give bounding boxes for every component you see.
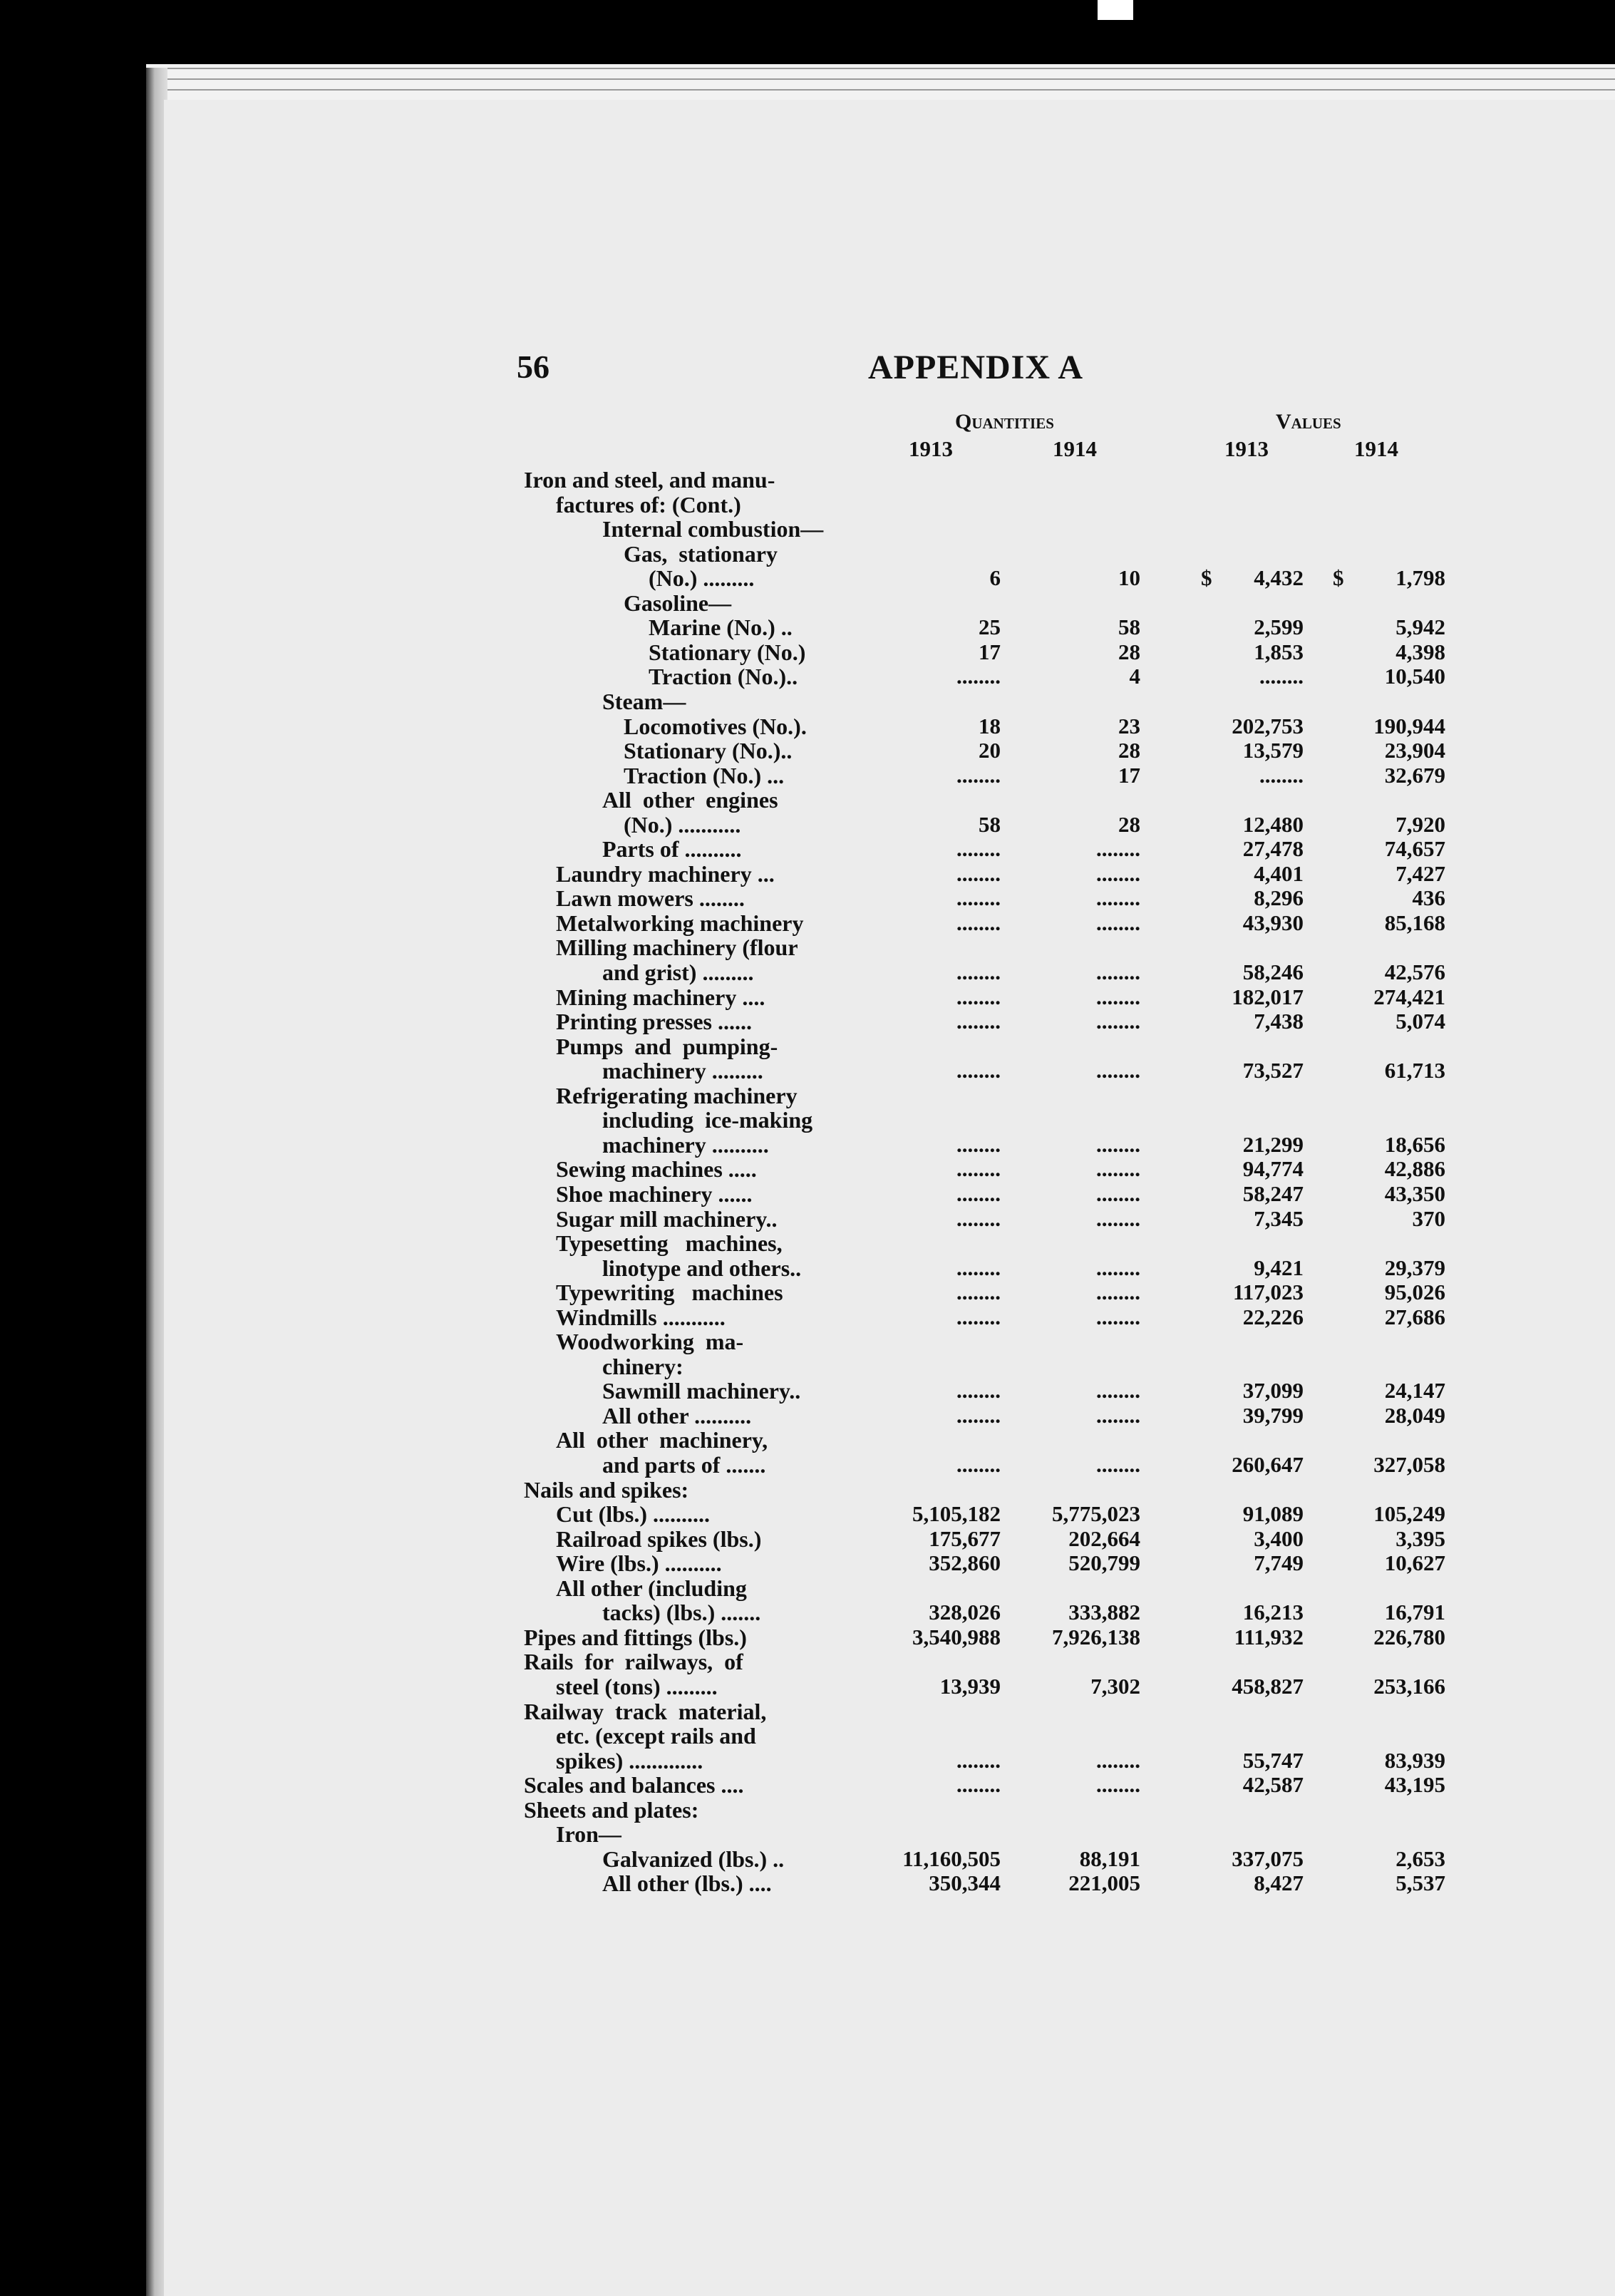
table-row (0, 516, 1615, 541)
value-1914-cell: 253,166 (1373, 1673, 1445, 1699)
row-label: All other machinery, (556, 1427, 768, 1453)
quantity-1913-cell: ........ (956, 1255, 1001, 1280)
value-1913-cell: 260,647 (1232, 1452, 1304, 1477)
quantity-1914-cell: ........ (1096, 984, 1140, 1009)
row-label: Marine (No.) .. (649, 614, 793, 641)
value-1914-cell: 43,350 (1384, 1180, 1445, 1206)
value-1913-cell: 337,075 (1232, 1845, 1304, 1871)
table-row (0, 1403, 1615, 1428)
quantity-1913-cell: 352,860 (929, 1550, 1001, 1576)
quantity-1914-cell: 28 (1118, 811, 1140, 837)
table-row (0, 738, 1615, 763)
value-1914-cell: 370 (1412, 1205, 1445, 1231)
row-label: Traction (No.) ... (624, 762, 785, 788)
quantity-1914-cell: ........ (1096, 1772, 1140, 1798)
row-label: Internal combustion— (602, 516, 824, 542)
page-edge-line (150, 68, 1615, 69)
table-row (0, 1009, 1615, 1034)
value-1913-cell: 22,226 (1242, 1304, 1304, 1329)
value-1913-cell: 58,247 (1242, 1180, 1304, 1206)
value-1914-cell: 42,576 (1384, 959, 1445, 984)
table-row (0, 1625, 1615, 1649)
table-row (0, 590, 1615, 615)
row-label: Windmills ........... (556, 1304, 726, 1330)
table-row (0, 1600, 1615, 1625)
quantity-1914-cell: ........ (1096, 910, 1140, 935)
table-row (0, 1526, 1615, 1551)
row-label: All other (including (556, 1575, 747, 1601)
row-label: Steam— (602, 688, 686, 714)
value-1913-cell: 182,017 (1232, 984, 1304, 1009)
value-1913-cell: 16,213 (1242, 1600, 1304, 1625)
row-label: Lawn mowers ........ (556, 885, 745, 912)
row-label: Printing presses ...... (556, 1009, 752, 1035)
row-label: Iron— (556, 1821, 621, 1848)
value-1913-cell: ........ (1259, 762, 1304, 788)
value-1913-cell: 7,438 (1254, 1009, 1304, 1034)
running-head: APPENDIX A (868, 349, 1084, 386)
row-label: Cut (lbs.) .......... (556, 1501, 711, 1528)
value-1913-cell: 202,753 (1232, 713, 1304, 738)
row-label: linotype and others.. (602, 1255, 802, 1281)
quantity-1914-cell: 4 (1129, 664, 1140, 689)
quantity-1913-cell: ........ (956, 1009, 1001, 1034)
value-1913-cell: 8,427 (1254, 1870, 1304, 1896)
table-row (0, 664, 1615, 689)
table-row (0, 565, 1615, 590)
table-row (0, 1575, 1615, 1600)
quantity-1914-cell: 23 (1118, 713, 1140, 738)
row-label: Sugar mill machinery.. (556, 1205, 778, 1232)
quantity-1914-cell: 520,799 (1068, 1550, 1140, 1576)
quantity-1913-cell: 350,344 (929, 1870, 1001, 1896)
table-row (0, 935, 1615, 959)
quantity-1914-cell: 333,882 (1068, 1600, 1140, 1625)
quantity-1913-cell: ........ (956, 1378, 1001, 1404)
value-1914-cell: 3,395 (1395, 1525, 1445, 1551)
quantity-1914-cell: 28 (1118, 738, 1140, 763)
header-quantities: Quantities (955, 410, 1054, 433)
row-label: machinery .......... (602, 1131, 769, 1158)
row-label: Railroad spikes (lbs.) (556, 1525, 762, 1552)
quantity-1913-cell: ........ (956, 1747, 1001, 1773)
value-1914-cell: 18,656 (1384, 1131, 1445, 1157)
table-row (0, 1280, 1615, 1304)
quantity-1914-cell: ........ (1096, 1402, 1140, 1428)
value-1914-cell: 274,421 (1373, 984, 1445, 1009)
dollar-sign: $ (1201, 565, 1212, 591)
quantity-1913-cell: ........ (956, 885, 1001, 911)
quantity-1914-cell: 88,191 (1079, 1845, 1140, 1871)
value-1914-cell: 7,427 (1395, 860, 1445, 886)
quantity-1913-cell: 13,939 (939, 1673, 1001, 1699)
quantity-1913-cell: ........ (956, 1772, 1001, 1798)
row-label: Mining machinery .... (556, 984, 765, 1010)
table-row (0, 1452, 1615, 1477)
row-label: All other (lbs.) .... (602, 1870, 772, 1897)
quantity-1913-cell: 20 (979, 738, 1001, 763)
table-row (0, 836, 1615, 861)
row-label: Pipes and fittings (lbs.) (524, 1624, 747, 1650)
quantity-1914-cell: 58 (1118, 614, 1140, 640)
row-label: All other engines (602, 787, 778, 813)
row-label: machinery ......... (602, 1058, 763, 1084)
quantity-1914-cell: 7,302 (1090, 1673, 1140, 1699)
quantity-1914-cell: ........ (1096, 1304, 1140, 1329)
page-edge-line (157, 89, 1615, 91)
page-edge-line (153, 78, 1615, 80)
dollar-sign: $ (1333, 565, 1344, 591)
value-1914-cell: 190,944 (1373, 713, 1445, 738)
quantity-1913-cell: ........ (956, 836, 1001, 862)
quantity-1914-cell: ........ (1096, 1205, 1140, 1231)
row-label: Laundry machinery ... (556, 860, 775, 887)
quantity-1914-cell: 17 (1118, 762, 1140, 788)
table-row (0, 1649, 1615, 1674)
table-row (0, 1181, 1615, 1206)
value-1914-cell: 32,679 (1384, 762, 1445, 788)
row-label: Woodworking ma- (556, 1329, 744, 1355)
table-row (0, 1821, 1615, 1846)
value-1914-cell: 74,657 (1384, 836, 1445, 862)
value-1913-cell: 21,299 (1242, 1131, 1304, 1157)
quantity-1914-cell: ........ (1096, 1280, 1140, 1305)
row-label: Stationary (No.) (649, 639, 806, 665)
quantity-1913-cell: ........ (956, 664, 1001, 689)
row-label: Sawmill machinery.. (602, 1378, 801, 1404)
value-1913-cell: 39,799 (1242, 1402, 1304, 1428)
value-1914-cell: 5,942 (1395, 614, 1445, 640)
table-row (0, 1674, 1615, 1699)
row-label: Gas, stationary (624, 540, 778, 567)
quantity-1913-cell: ........ (956, 984, 1001, 1009)
quantity-1913-cell: ........ (956, 1452, 1001, 1477)
quantity-1914-cell: ........ (1096, 1255, 1140, 1280)
quantity-1914-cell: ........ (1096, 836, 1140, 862)
table-row (0, 910, 1615, 935)
value-1914-cell: 4,398 (1395, 639, 1445, 664)
value-1914-cell: 226,780 (1373, 1624, 1445, 1649)
value-1914-cell: 5,074 (1395, 1009, 1445, 1034)
row-label: etc. (except rails and (556, 1723, 756, 1749)
quantity-1913-cell: ........ (956, 1280, 1001, 1305)
row-label: Rails for railways, of (524, 1649, 743, 1675)
page-number: 56 (517, 349, 549, 385)
row-label: including ice-making (602, 1107, 813, 1133)
value-1914-cell: 43,195 (1384, 1772, 1445, 1798)
table-row (0, 1255, 1615, 1280)
value-1913-cell: 12,480 (1242, 811, 1304, 837)
quantity-1913-cell: ........ (956, 762, 1001, 788)
quantity-1913-cell: 175,677 (929, 1525, 1001, 1551)
quantity-1913-cell: ........ (956, 1304, 1001, 1329)
value-1914-cell: 28,049 (1384, 1402, 1445, 1428)
row-label: Stationary (No.).. (624, 738, 793, 764)
row-label: Typewriting machines (556, 1280, 783, 1306)
row-label: Scales and balances .... (524, 1772, 744, 1798)
value-1914-cell: 327,058 (1373, 1452, 1445, 1477)
value-1913-cell: 117,023 (1232, 1280, 1304, 1305)
row-label: Locomotives (No.). (624, 713, 807, 739)
value-1914-cell: 105,249 (1373, 1501, 1445, 1527)
row-label: Sheets and plates: (524, 1796, 699, 1823)
quantity-1914-cell: ........ (1096, 959, 1140, 984)
table-row (0, 541, 1615, 566)
quantity-1913-cell: ........ (956, 860, 1001, 886)
table-row (0, 492, 1615, 517)
table-row (0, 1206, 1615, 1231)
quantity-1913-cell: 328,026 (929, 1600, 1001, 1625)
row-label: Nails and spikes: (524, 1476, 689, 1503)
quantity-1913-cell: 6 (989, 565, 1001, 591)
table-row (0, 1156, 1615, 1181)
table-row (0, 1846, 1615, 1871)
value-1914-cell: 7,920 (1395, 811, 1445, 837)
row-label: Refrigerating machinery (556, 1082, 798, 1108)
row-label: spikes) ............. (556, 1747, 703, 1774)
quantity-1914-cell: 7,926,138 (1052, 1624, 1140, 1649)
quantity-1914-cell: ........ (1096, 860, 1140, 886)
table-row (0, 1304, 1615, 1329)
quantity-1913-cell: 5,105,182 (912, 1501, 1001, 1527)
table-row (0, 1083, 1615, 1108)
value-1913-cell: 2,599 (1254, 614, 1304, 640)
quantity-1913-cell: ........ (956, 910, 1001, 935)
value-1914-cell: 83,939 (1384, 1747, 1445, 1773)
value-1914-cell: 23,904 (1384, 738, 1445, 763)
row-label: tacks) (lbs.) ....... (602, 1600, 761, 1626)
row-label: Milling machinery (flour (556, 935, 798, 961)
quantity-1913-cell: 25 (979, 614, 1001, 640)
value-1913-cell: 7,749 (1254, 1550, 1304, 1576)
value-1914-cell: 436 (1412, 885, 1445, 911)
value-1913-cell: 27,478 (1242, 836, 1304, 862)
row-label: (No.) ......... (649, 565, 755, 592)
row-label: All other .......... (602, 1402, 752, 1428)
table-row (0, 787, 1615, 812)
value-1913-cell: ........ (1259, 664, 1304, 689)
value-1914-cell: 29,379 (1384, 1255, 1445, 1280)
quantity-1914-cell: ........ (1096, 1378, 1140, 1404)
quantity-1914-cell: 5,775,023 (1052, 1501, 1140, 1527)
value-1913-cell: 43,930 (1242, 910, 1304, 935)
value-1913-cell: 8,296 (1254, 885, 1304, 911)
header-quantities-1913: 1913 (909, 436, 953, 461)
table-row (0, 1132, 1615, 1157)
value-1913-cell: 58,246 (1242, 959, 1304, 984)
table-row (0, 1354, 1615, 1379)
value-1913-cell: 4,432 (1254, 565, 1304, 591)
row-label: (No.) ........... (624, 811, 741, 838)
header-values-1914: 1914 (1354, 436, 1398, 461)
table-row (0, 1477, 1615, 1502)
quantity-1913-cell: ........ (956, 1402, 1001, 1428)
row-label: Railway track material, (524, 1698, 767, 1724)
table-row (0, 714, 1615, 738)
table-row (0, 1501, 1615, 1526)
value-1914-cell: 85,168 (1384, 910, 1445, 935)
value-1913-cell: 37,099 (1242, 1378, 1304, 1404)
table-row (0, 1034, 1615, 1059)
quantity-1913-cell: 17 (979, 639, 1001, 664)
quantity-1914-cell: 10 (1118, 565, 1140, 591)
row-label: Parts of .......... (602, 836, 742, 863)
value-1913-cell: 111,932 (1234, 1624, 1304, 1649)
quantity-1914-cell: ........ (1096, 1058, 1140, 1083)
table-row (0, 689, 1615, 714)
row-label: Typesetting machines, (556, 1230, 783, 1257)
table-row (0, 763, 1615, 788)
quantity-1914-cell: 221,005 (1068, 1870, 1140, 1896)
value-1913-cell: 55,747 (1242, 1747, 1304, 1773)
row-label: Shoe machinery ...... (556, 1180, 753, 1207)
value-1913-cell: 73,527 (1242, 1058, 1304, 1083)
value-1913-cell: 94,774 (1242, 1156, 1304, 1182)
table-row (0, 467, 1615, 492)
quantity-1914-cell: ........ (1096, 1747, 1140, 1773)
quantity-1914-cell: ........ (1096, 885, 1140, 911)
row-label: Gasoline— (624, 590, 732, 616)
quantity-1914-cell: 202,664 (1068, 1525, 1140, 1551)
table-row (0, 1723, 1615, 1748)
value-1913-cell: 42,587 (1242, 1772, 1304, 1798)
value-1913-cell: 7,345 (1254, 1205, 1304, 1231)
quantity-1914-cell: ........ (1096, 1131, 1140, 1157)
header-quantities-1914: 1914 (1053, 436, 1097, 461)
value-1914-cell: 16,791 (1384, 1600, 1445, 1625)
table-row (0, 984, 1615, 1009)
quantity-1913-cell: ........ (956, 1205, 1001, 1231)
quantity-1913-cell: ........ (956, 1131, 1001, 1157)
row-label: Metalworking machinery (556, 910, 804, 936)
value-1913-cell: 1,853 (1254, 639, 1304, 664)
quantity-1913-cell: 11,160,505 (902, 1845, 1001, 1871)
quantity-1914-cell: ........ (1096, 1180, 1140, 1206)
value-1913-cell: 3,400 (1254, 1525, 1304, 1551)
header-values-1913: 1913 (1224, 436, 1269, 461)
row-label: Wire (lbs.) .......... (556, 1550, 722, 1577)
quantity-1913-cell: ........ (956, 1180, 1001, 1206)
table-row (0, 1329, 1615, 1354)
table-row (0, 1699, 1615, 1724)
table-row (0, 1427, 1615, 1452)
table-row (0, 1772, 1615, 1797)
table-row (0, 1230, 1615, 1255)
quantity-1913-cell: ........ (956, 1156, 1001, 1182)
row-label: and parts of ....... (602, 1452, 766, 1478)
row-label: Pumps and pumping- (556, 1033, 778, 1059)
table-row (0, 1748, 1615, 1773)
row-label: factures of: (Cont.) (556, 491, 741, 518)
table-row (0, 1058, 1615, 1083)
row-label: Galvanized (lbs.) .. (602, 1845, 785, 1872)
value-1914-cell: 10,540 (1384, 664, 1445, 689)
table-row (0, 861, 1615, 886)
quantity-1913-cell: 58 (979, 811, 1001, 837)
value-1914-cell: 1,798 (1395, 565, 1445, 591)
value-1914-cell: 2,653 (1395, 1845, 1445, 1871)
table-row (0, 1378, 1615, 1403)
header-values: Values (1276, 410, 1341, 433)
value-1914-cell: 61,713 (1384, 1058, 1445, 1083)
quantity-1914-cell: 28 (1118, 639, 1140, 664)
row-label: Traction (No.).. (649, 664, 798, 690)
value-1913-cell: 91,089 (1242, 1501, 1304, 1527)
quantity-1913-cell: 3,540,988 (912, 1624, 1001, 1649)
table-row (0, 1550, 1615, 1575)
table-row (0, 959, 1615, 984)
table-row (0, 639, 1615, 664)
row-label: Sewing machines ..... (556, 1156, 757, 1183)
quantity-1913-cell: 18 (979, 713, 1001, 738)
quantity-1914-cell: ........ (1096, 1009, 1140, 1034)
value-1914-cell: 42,886 (1384, 1156, 1445, 1182)
value-1914-cell: 95,026 (1384, 1280, 1445, 1305)
value-1913-cell: 9,421 (1254, 1255, 1304, 1280)
table-row (0, 1797, 1615, 1822)
quantity-1913-cell: ........ (956, 959, 1001, 984)
value-1913-cell: 458,827 (1232, 1673, 1304, 1699)
value-1914-cell: 27,686 (1384, 1304, 1445, 1329)
value-1914-cell: 10,627 (1384, 1550, 1445, 1576)
row-label: Iron and steel, and manu- (524, 467, 775, 493)
quantity-1913-cell: ........ (956, 1058, 1001, 1083)
table-row (0, 885, 1615, 910)
table-row (0, 812, 1615, 837)
row-label: chinery: (602, 1353, 683, 1379)
value-1914-cell: 5,537 (1395, 1870, 1445, 1896)
row-label: steel (tons) ......... (556, 1673, 718, 1699)
table-row (0, 1107, 1615, 1132)
value-1913-cell: 13,579 (1242, 738, 1304, 763)
value-1913-cell: 4,401 (1254, 860, 1304, 886)
table-row (0, 1870, 1615, 1895)
value-1914-cell: 24,147 (1384, 1378, 1445, 1404)
quantity-1914-cell: ........ (1096, 1156, 1140, 1182)
table-row (0, 614, 1615, 639)
quantity-1914-cell: ........ (1096, 1452, 1140, 1477)
row-label: and grist) ......... (602, 959, 754, 985)
scan-artifact (1098, 0, 1133, 20)
